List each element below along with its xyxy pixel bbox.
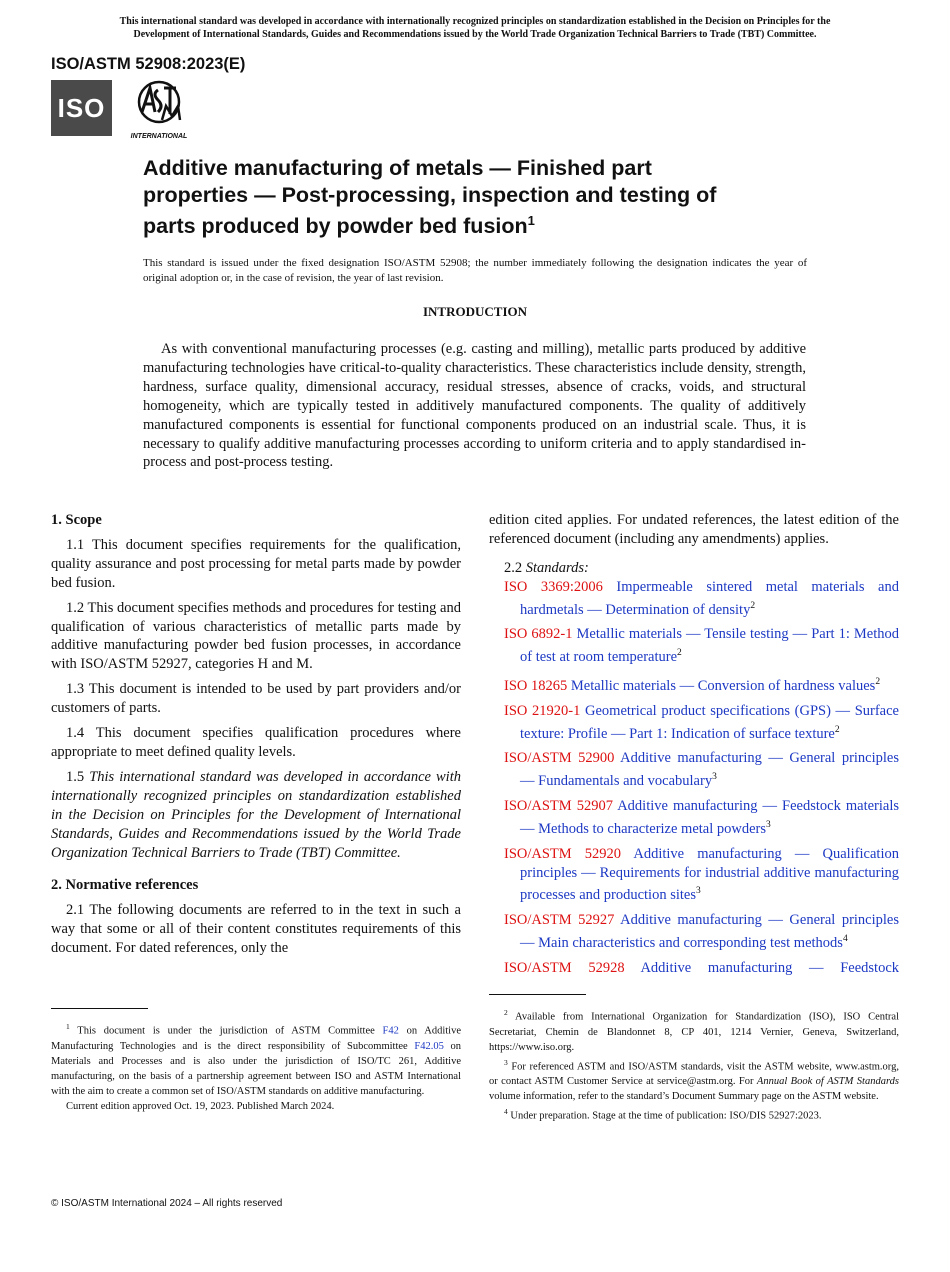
subcommittee-f42-05-link[interactable]: F42.05: [414, 1040, 444, 1052]
reference-item[interactable]: [489, 578, 899, 620]
title-line-2: properties — Post-processing, inspection and testing of: [143, 182, 717, 207]
reference-note: 2: [750, 600, 756, 611]
reference-code: ISO/ASTM 52928: [504, 959, 625, 976]
notice-line-1: This international standard was developed in accordance with internationally recognized principles on standardization established in the Decision on Principles for the: [119, 16, 831, 27]
reference-title: Impermeable sintered metal materials and hardmetals — Determination of density: [520, 578, 899, 618]
reference-item[interactable]: [489, 959, 899, 978]
left-column: [51, 511, 461, 964]
right-footnotes: [489, 994, 899, 1124]
issued-statement: This standard is issued under the fixed designation ISO/ASTM 52908; the number immediately following the designation indicates the year of original adoption or, in the case of revision, the year of last revision.: [143, 257, 807, 284]
reference-title: Additive manufacturing — Feedstock materials — Methods to characterize metal powders: [520, 798, 900, 837]
normative-paragraph-2-1-continued: edition cited applies. For undated references, the latest edition of the referenced document (including any amendments) applies.: [489, 512, 899, 547]
footnote-2: [489, 1005, 899, 1055]
committee-f42-link[interactable]: F42: [382, 1025, 399, 1037]
current-edition-note: Current edition approved Oct. 19, 2023. Published March 2024.: [66, 1100, 335, 1112]
footnote-4-text: Under preparation. Stage at the time of publication: ISO/DIS 52927:2023.: [510, 1110, 822, 1122]
astm-logo-text: INTERNATIONAL: [130, 133, 188, 140]
footnote-divider: [489, 994, 586, 995]
reference-code: ISO/ASTM 52907: [504, 798, 613, 815]
document-designation: ISO/ASTM 52908:2023(E): [51, 55, 246, 73]
reference-title: Additive manufacturing — Feedstock: [640, 959, 899, 976]
footnote-3-mark: 3: [504, 1057, 508, 1067]
scope-1-5-text: This international standard was developed in accordance with internationally recognized principles on standardization established in the Decision on Principles for the Development of International Standards, Guides and Recommendations issued by the World Trade Organization Technical Barriers to Trade (TBT) Committee.: [51, 768, 461, 861]
standards-label: [489, 559, 899, 578]
footnote-3-text-a: For referenced ASTM and ISO/ASTM standards, visit the ASTM website, www.astm.org, or contact ASTM Customer Service at service@astm.org. For: [489, 1061, 899, 1087]
reference-item[interactable]: [489, 673, 899, 696]
footnote-2-text: Available from International Organization for Standardization (ISO), ISO Central Secretariat, Chemin de Blandonnet 8, CP 401, 1214 Vernier, Geneva, Switzerland, https://www.iso.org.: [489, 1011, 900, 1053]
footnote-3: [489, 1055, 899, 1105]
iso-logo: [51, 80, 112, 136]
left-footnotes: [51, 1008, 461, 1114]
footnote-1-mark: 1: [66, 1022, 70, 1031]
reference-note: 2: [677, 648, 682, 659]
astm-emblem-icon: [128, 80, 190, 126]
reference-title: Metallic materials — Tensile testing — Part 1: Method of test at room temperature: [520, 626, 899, 666]
right-column: [489, 511, 899, 984]
reference-title: Additive manufacturing — Qualification principles — Requirements for industrial additive manufacturing processes and production sites: [520, 845, 899, 904]
reference-note: 2: [875, 677, 881, 687]
footnote-divider: [51, 1008, 148, 1009]
introduction-heading: INTRODUCTION: [422, 304, 527, 319]
scope-paragraph-1-1: 1.1 This document specifies requirements for the qualification, quality assurance and post processing for metal parts made by powder bed fusion.: [51, 536, 461, 591]
reference-title: Metallic materials — Conversion of hardness values: [570, 677, 876, 694]
reference-note: 3: [695, 886, 701, 897]
reference-note: 3: [766, 819, 771, 830]
reference-note: 4: [842, 934, 848, 945]
standards-text: Standards:: [525, 559, 589, 576]
astm-logo: [128, 80, 190, 138]
normative-heading: 2. Normative references: [51, 877, 199, 894]
normative-paragraph-2-1: 2.1 The following documents are referred to in the text in such a way that some or all of their content constitutes requirements of this document. For dated references, only the: [51, 902, 461, 957]
introduction-body: As with conventional manufacturing processes (e.g. casting and milling), metallic parts produced by additive manufacturing technologies have critical-to-quality characteristics. These characteristics include density, strength, hardness, surface quality, dimensional accuracy, residual stresses, absence of cracks, voids, and structural homogeneity, which are typically tested in additively manufactured components. The quality of additively manufactured components is essential for functional components produced on an industrial scale. Thus, it is necessary to qualify additive manufacturing processes according to uniform criteria and to apply standardised in-process and post-process testing.: [143, 341, 806, 471]
reference-note: 2: [834, 724, 840, 735]
footnote-4-mark: 4: [504, 1107, 508, 1116]
reference-item[interactable]: [489, 749, 899, 791]
footnote-2-mark: 2: [504, 1008, 508, 1017]
reference-code: ISO/ASTM 52900: [504, 750, 615, 767]
copyright-footer: © ISO/ASTM International 2024 – All rights reserved: [51, 1198, 283, 1209]
reference-item[interactable]: [489, 625, 899, 667]
document-title: [143, 155, 803, 240]
footnote-4: [489, 1104, 899, 1124]
scope-1-5-number: 1.5: [66, 768, 85, 785]
footnote-1-text-a: This document is under the jurisdiction of ASTM Committee: [77, 1025, 375, 1037]
footnote-3-text-b: volume information, refer to the standard’s Document Summary page on the ASTM website.: [489, 1091, 879, 1102]
scope-paragraph-1-3: 1.3 This document is intended to be used by part providers and/or customers of parts.: [51, 681, 461, 717]
reference-item[interactable]: [489, 911, 899, 953]
reference-code: ISO 21920-1: [504, 702, 581, 719]
title-line-3: parts produced by powder bed fusion: [143, 214, 528, 239]
reference-code: ISO 6892-1: [504, 626, 573, 643]
footnote-1-text-b: on Additive Manufacturing Technologies and is the direct responsibility of Subcommittee: [51, 1025, 462, 1052]
reference-code: ISO/ASTM 52920: [504, 845, 622, 862]
iso-logo-text: ISO: [57, 92, 106, 123]
reference-code: ISO/ASTM 52927: [504, 912, 615, 929]
reference-item[interactable]: [489, 845, 899, 906]
footnote-3-italic: Annual Book of ASTM Standards: [756, 1076, 899, 1087]
scope-paragraph-1-2: 1.2 This document specifies methods and procedures for testing and qualification of various characteristics of metallic parts made by additive manufacturing powder bed fusion processes, in accordance with ISO/ASTM 52927, categories H and M.: [51, 599, 461, 673]
reference-item[interactable]: [489, 702, 899, 744]
reference-note: 3: [712, 772, 717, 783]
footnote-1-text-c: on Materials and Processes and is also under the jurisdiction of ISO/TC 261, Additive manufacturing, on the basis of a partnership agreement between ISO and ASTM International with the aim to create a common set of ISO/ASTM standards on additive manufacturing.: [51, 1040, 461, 1097]
title-line-1: Additive manufacturing of metals — Finished part: [143, 156, 652, 180]
reference-title: Geometrical product specifications (GPS) — Surface texture: Profile — Part 1: Indication of surface texture: [520, 702, 899, 742]
scope-paragraph-1-5: [51, 768, 461, 863]
footnote-1: [51, 1019, 461, 1099]
reference-title: Additive manufacturing — General principles — Main characteristics and corresponding test methods: [520, 912, 899, 951]
reference-item[interactable]: [489, 797, 899, 839]
standards-number: 2.2: [504, 559, 523, 576]
standards-list: [489, 578, 899, 978]
reference-code: ISO 18265: [504, 677, 568, 694]
notice-line-2: Development of International Standards, Guides and Recommendations issued by the World Trade Organization Technical Barriers to Trade (TBT) Committee.: [133, 28, 817, 40]
title-footnote-mark: 1: [527, 213, 535, 228]
scope-heading: 1. Scope: [51, 512, 102, 528]
notice-banner: [50, 16, 900, 41]
reference-code: ISO 3369:2006: [504, 578, 603, 595]
reference-title: Additive manufacturing — General principles — Fundamentals and vocabulary: [520, 750, 899, 790]
scope-paragraph-1-4: 1.4 This document specifies qualification procedures where appropriate to meet defined quality levels.: [51, 725, 461, 760]
